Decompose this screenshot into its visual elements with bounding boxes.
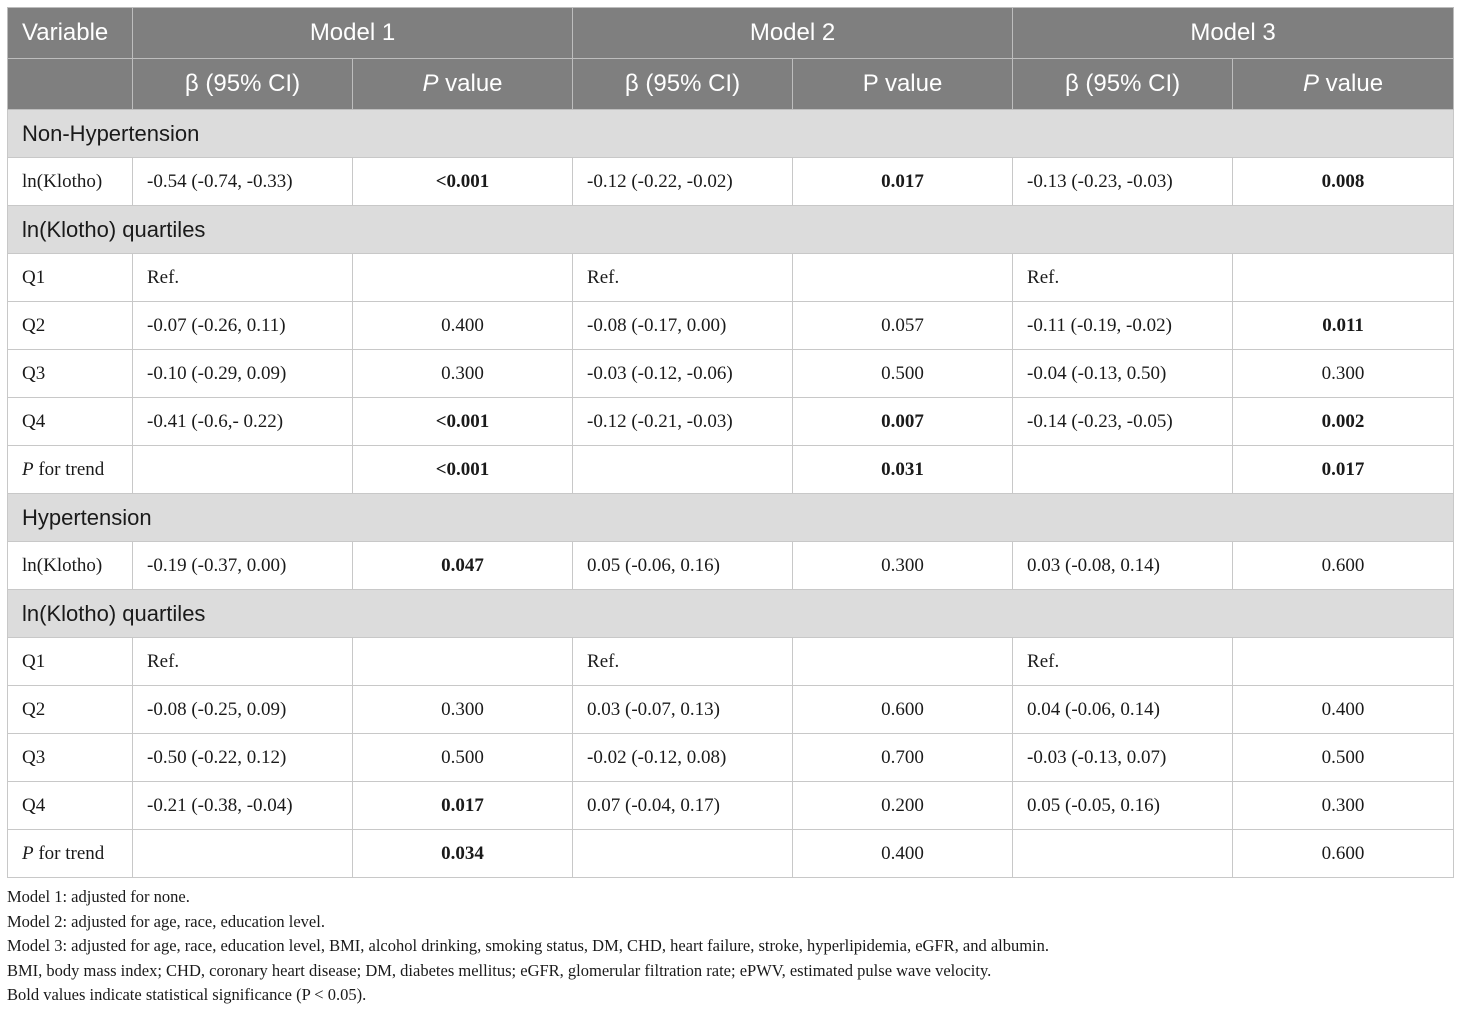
model1-beta: -0.50 (-0.22, 0.12) <box>133 734 353 782</box>
section-title: Non-Hypertension <box>8 110 1454 158</box>
table-row <box>8 350 1454 398</box>
model3-p: 0.011 <box>1233 302 1454 350</box>
model2-p: 0.200 <box>793 782 1013 830</box>
model3-beta-header: β (95% CI) <box>1013 59 1233 110</box>
model2-beta <box>573 446 793 494</box>
model1-header: Model 1 <box>133 8 573 59</box>
model2-p: 0.500 <box>793 350 1013 398</box>
model3-beta: 0.04 (-0.06, 0.14) <box>1013 686 1233 734</box>
model2-p <box>793 254 1013 302</box>
model3-p: 0.300 <box>1233 782 1454 830</box>
model1-p: 0.047 <box>353 542 573 590</box>
table-row <box>8 302 1454 350</box>
model2-p: 0.031 <box>793 446 1013 494</box>
model3-p: 0.400 <box>1233 686 1454 734</box>
model1-p: 0.034 <box>353 830 573 878</box>
section-title: ln(Klotho) quartiles <box>8 206 1454 254</box>
model3-p-header: P value <box>1233 59 1454 110</box>
regression-results-table <box>7 7 1454 878</box>
row-label: Q4 <box>8 782 133 830</box>
model2-p: 0.700 <box>793 734 1013 782</box>
table-row <box>8 782 1454 830</box>
section-title: Hypertension <box>8 494 1454 542</box>
model2-beta: Ref. <box>573 638 793 686</box>
header-row-stats <box>8 59 1454 110</box>
model1-p: 0.300 <box>353 686 573 734</box>
table-row <box>8 542 1454 590</box>
model3-beta <box>1013 446 1233 494</box>
model3-p: 0.017 <box>1233 446 1454 494</box>
section-row-quartiles <box>8 590 1454 638</box>
model3-p: 0.500 <box>1233 734 1454 782</box>
footnote: Bold values indicate statistical significance (P < 0.05). <box>7 985 367 1005</box>
row-label: Q2 <box>8 686 133 734</box>
model2-p: 0.600 <box>793 686 1013 734</box>
footnote: Model 2: adjusted for age, race, education level. <box>7 911 325 931</box>
model1-beta-header: β (95% CI) <box>133 59 353 110</box>
table-row <box>8 686 1454 734</box>
model3-p: 0.600 <box>1233 830 1454 878</box>
model1-p <box>353 254 573 302</box>
model3-header: Model 3 <box>1013 8 1454 59</box>
model1-p: <0.001 <box>353 398 573 446</box>
model2-p: 0.017 <box>793 158 1013 206</box>
model2-beta: Ref. <box>573 254 793 302</box>
table-row <box>8 734 1454 782</box>
model1-beta: -0.21 (-0.38, -0.04) <box>133 782 353 830</box>
model2-p: 0.057 <box>793 302 1013 350</box>
table-row <box>8 254 1454 302</box>
empty-header-cell <box>8 59 133 110</box>
row-label: Q1 <box>8 254 133 302</box>
model1-p <box>353 638 573 686</box>
model2-beta: -0.12 (-0.21, -0.03) <box>573 398 793 446</box>
model3-p <box>1233 638 1454 686</box>
model1-p: <0.001 <box>353 158 573 206</box>
model1-beta: -0.41 (-0.6,- 0.22) <box>133 398 353 446</box>
model1-p: 0.017 <box>353 782 573 830</box>
model2-p: 0.007 <box>793 398 1013 446</box>
model1-beta: Ref. <box>133 254 353 302</box>
table-row <box>8 398 1454 446</box>
row-label: Q4 <box>8 398 133 446</box>
model3-p: 0.002 <box>1233 398 1454 446</box>
model2-beta: 0.03 (-0.07, 0.13) <box>573 686 793 734</box>
results-table-container <box>7 7 1453 1008</box>
model2-beta: -0.03 (-0.12, -0.06) <box>573 350 793 398</box>
model2-beta: -0.02 (-0.12, 0.08) <box>573 734 793 782</box>
table-row-trend <box>8 446 1454 494</box>
row-label: Q3 <box>8 350 133 398</box>
row-label: Q2 <box>8 302 133 350</box>
model2-beta: -0.08 (-0.17, 0.00) <box>573 302 793 350</box>
model1-beta: -0.19 (-0.37, 0.00) <box>133 542 353 590</box>
model1-beta: -0.07 (-0.26, 0.11) <box>133 302 353 350</box>
model3-beta: -0.11 (-0.19, -0.02) <box>1013 302 1233 350</box>
model2-beta: 0.05 (-0.06, 0.16) <box>573 542 793 590</box>
row-label: ln(Klotho) <box>8 542 133 590</box>
model2-beta: 0.07 (-0.04, 0.17) <box>573 782 793 830</box>
footnote: Model 3: adjusted for age, race, education level, BMI, alcohol drinking, smoking status, DM, CHD, heart failure, stroke, hyperlipidemia, eGFR, and albumin. <box>7 936 1050 956</box>
model3-beta: Ref. <box>1013 638 1233 686</box>
section-title: ln(Klotho) quartiles <box>8 590 1454 638</box>
table-row <box>8 158 1454 206</box>
model3-beta: -0.03 (-0.13, 0.07) <box>1013 734 1233 782</box>
model1-beta: -0.08 (-0.25, 0.09) <box>133 686 353 734</box>
model2-p-header: P value <box>793 59 1013 110</box>
model3-beta: -0.14 (-0.23, -0.05) <box>1013 398 1233 446</box>
model3-beta: Ref. <box>1013 254 1233 302</box>
model3-p: 0.600 <box>1233 542 1454 590</box>
row-label: P for trend <box>8 830 133 878</box>
model1-beta: -0.10 (-0.29, 0.09) <box>133 350 353 398</box>
row-label: Q1 <box>8 638 133 686</box>
model3-p: 0.300 <box>1233 350 1454 398</box>
model2-p <box>793 638 1013 686</box>
row-label: ln(Klotho) <box>8 158 133 206</box>
model2-p: 0.400 <box>793 830 1013 878</box>
model1-p: <0.001 <box>353 446 573 494</box>
row-label: Q3 <box>8 734 133 782</box>
model3-beta: -0.13 (-0.23, -0.03) <box>1013 158 1233 206</box>
model2-p: 0.300 <box>793 542 1013 590</box>
section-row-quartiles <box>8 206 1454 254</box>
section-row-non-hypertension <box>8 110 1454 158</box>
model3-beta: 0.05 (-0.05, 0.16) <box>1013 782 1233 830</box>
header-row-models <box>8 8 1454 59</box>
model3-p <box>1233 254 1454 302</box>
model1-beta <box>133 446 353 494</box>
footnote: Model 1: adjusted for none. <box>7 887 190 906</box>
table-row <box>8 638 1454 686</box>
section-row-hypertension <box>8 494 1454 542</box>
variable-header: Variable <box>8 8 133 59</box>
table-footnotes <box>7 885 1453 1008</box>
model1-p: 0.300 <box>353 350 573 398</box>
model3-beta: 0.03 (-0.08, 0.14) <box>1013 542 1233 590</box>
row-label: P for trend <box>8 446 133 494</box>
model1-beta <box>133 830 353 878</box>
model2-header: Model 2 <box>573 8 1013 59</box>
table-row-trend <box>8 830 1454 878</box>
footnote: BMI, body mass index; CHD, coronary heart disease; DM, diabetes mellitus; eGFR, glomerular filtration rate; ePWV, estimated pulse wave velocity. <box>7 960 992 980</box>
model1-p: 0.400 <box>353 302 573 350</box>
model2-beta-header: β (95% CI) <box>573 59 793 110</box>
model1-beta: Ref. <box>133 638 353 686</box>
model2-beta <box>573 830 793 878</box>
model3-beta: -0.04 (-0.13, 0.50) <box>1013 350 1233 398</box>
model2-beta: -0.12 (-0.22, -0.02) <box>573 158 793 206</box>
model1-beta: -0.54 (-0.74, -0.33) <box>133 158 353 206</box>
model3-p: 0.008 <box>1233 158 1454 206</box>
model1-p-header: P value <box>353 59 573 110</box>
model1-p: 0.500 <box>353 734 573 782</box>
model3-beta <box>1013 830 1233 878</box>
